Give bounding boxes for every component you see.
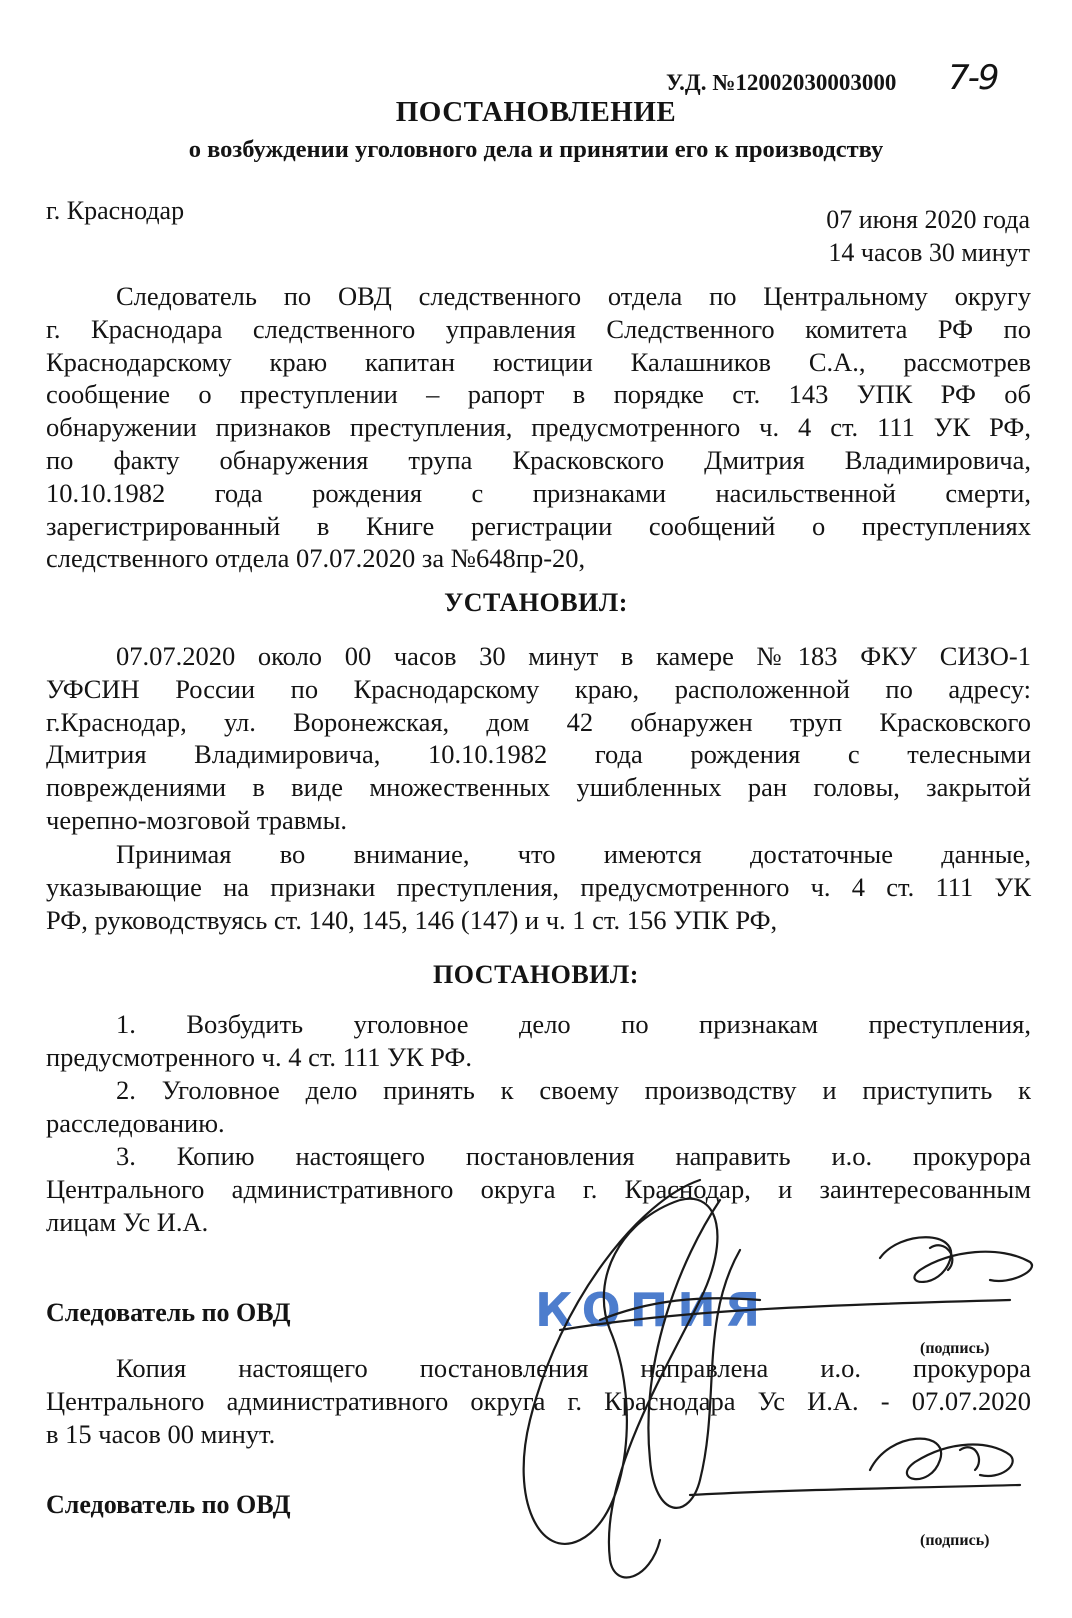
resolved-line: 2. Уголовное дело принять к своему производству и приступить к <box>116 1075 1031 1105</box>
copy-note-line: в 15 часов 00 минут. <box>46 1418 276 1449</box>
signature-flourish-2b <box>960 1447 979 1470</box>
resolved-line: лицам Ус И.А. <box>46 1206 209 1237</box>
signature-loop-inner <box>648 1200 740 1508</box>
intro-line: сообщение о преступлении – рапорт в порядке ст. 143 УПК РФ об <box>46 379 1031 410</box>
established-line: Принимая во внимание, что имеются достаточные данные, <box>116 839 1031 869</box>
signature-flourish-2 <box>870 1439 1013 1480</box>
signer-role-2: Следователь по ОВД <box>46 1490 291 1519</box>
document-subtitle: о возбуждении уголовного дела и принятии его к производству <box>188 136 884 163</box>
resolved-heading: ПОСТАНОВИЛ: <box>433 960 639 989</box>
signature-underline-2 <box>690 1485 1020 1495</box>
intro-line: Краснодарскому краю капитан юстиции Калашников С.А., рассмотрев <box>46 346 1031 377</box>
time: 14 часов 30 минут <box>828 238 1030 267</box>
established-line: 07.07.2020 около 00 часов 30 минут в камере №183 ФКУ СИЗО-1 <box>116 641 1031 671</box>
intro-line: Следователь по ОВД следственного отдела по Центральному округу <box>116 281 1031 311</box>
established-line: указывающие на признаки преступления, предусмотренного ч. 4 ст. 111 УК <box>46 871 1031 902</box>
resolved-line: Центрального административного округа г. Краснодар, и заинтересованным <box>46 1173 1031 1204</box>
established-line: УФСИН России по Краснодарскому краю, расположенной по адресу: <box>46 673 1031 704</box>
copy-stamp: КОПИЯ <box>535 1283 770 1337</box>
intro-line: зарегистрированный в Книге регистрации сообщений о преступлениях <box>46 510 1031 541</box>
established-line: повреждениями в виде множественных ушибленных ран головы, закрытой <box>46 772 1031 803</box>
signature-caption-2: (подпись) <box>920 1532 990 1549</box>
resolved-line: расследованию. <box>46 1107 225 1138</box>
signature-flourish-1 <box>880 1237 1032 1282</box>
copy-note-line: Центрального административного округа г. Краснодара Ус И.А. - 07.07.2020 <box>46 1385 1031 1416</box>
intro-line: обнаружении признаков преступления, предусмотренного ч. 4 ст. 111 УК РФ, <box>46 412 1031 443</box>
resolved-line: предусмотренного ч. 4 ст. 111 УК РФ. <box>46 1041 472 1072</box>
signature-flourish-1c <box>600 1298 760 1320</box>
case-number-handwritten: 7-9 <box>948 58 998 98</box>
case-number: У.Д. №12002030003000 <box>666 70 897 95</box>
signature-underline-1 <box>560 1300 1010 1330</box>
signer-role-1: Следователь по ОВД <box>46 1298 291 1327</box>
resolved-line: 3. Копию настоящего постановления направить и.о. прокурора <box>116 1141 1031 1171</box>
copy-note-line: Копия настоящего постановления направлена и.о. прокурора <box>116 1353 1031 1383</box>
intro-line: по факту обнаружения трупа Красковского Дмитрия Владимировича, <box>46 444 1031 475</box>
signature-loop-large <box>524 1180 718 1577</box>
established-line: РФ, руководствуясь ст. 140, 145, 146 (147) и ч. 1 ст. 156 УПК РФ, <box>46 904 778 935</box>
established-heading: УСТАНОВИЛ: <box>444 588 628 617</box>
city: г. Краснодар <box>46 196 185 225</box>
intro-line: 10.10.1982 года рождения с признаками насильственной смерти, <box>46 477 1031 508</box>
resolved-line: 1. Возбудить уголовное дело по признакам преступления, <box>116 1009 1031 1039</box>
intro-line: следственного отдела 07.07.2020 за №648пр-20, <box>46 543 586 574</box>
established-line: Дмитрия Владимировича, 10.10.1982 года рождения с телесными <box>46 739 1031 770</box>
date: 07 июня 2020 года <box>826 205 1030 234</box>
established-line: г.Краснодар, ул. Воронежская, дом 42 обнаружен труп Красковского <box>46 706 1031 737</box>
intro-line: г. Краснодара следственного управления Следственного комитета РФ по <box>46 313 1031 344</box>
signature-caption-1: (подпись) <box>920 1340 990 1357</box>
established-line: черепно-мозговой травмы. <box>46 804 348 835</box>
document-title: ПОСТАНОВЛЕНИЕ <box>395 96 677 128</box>
